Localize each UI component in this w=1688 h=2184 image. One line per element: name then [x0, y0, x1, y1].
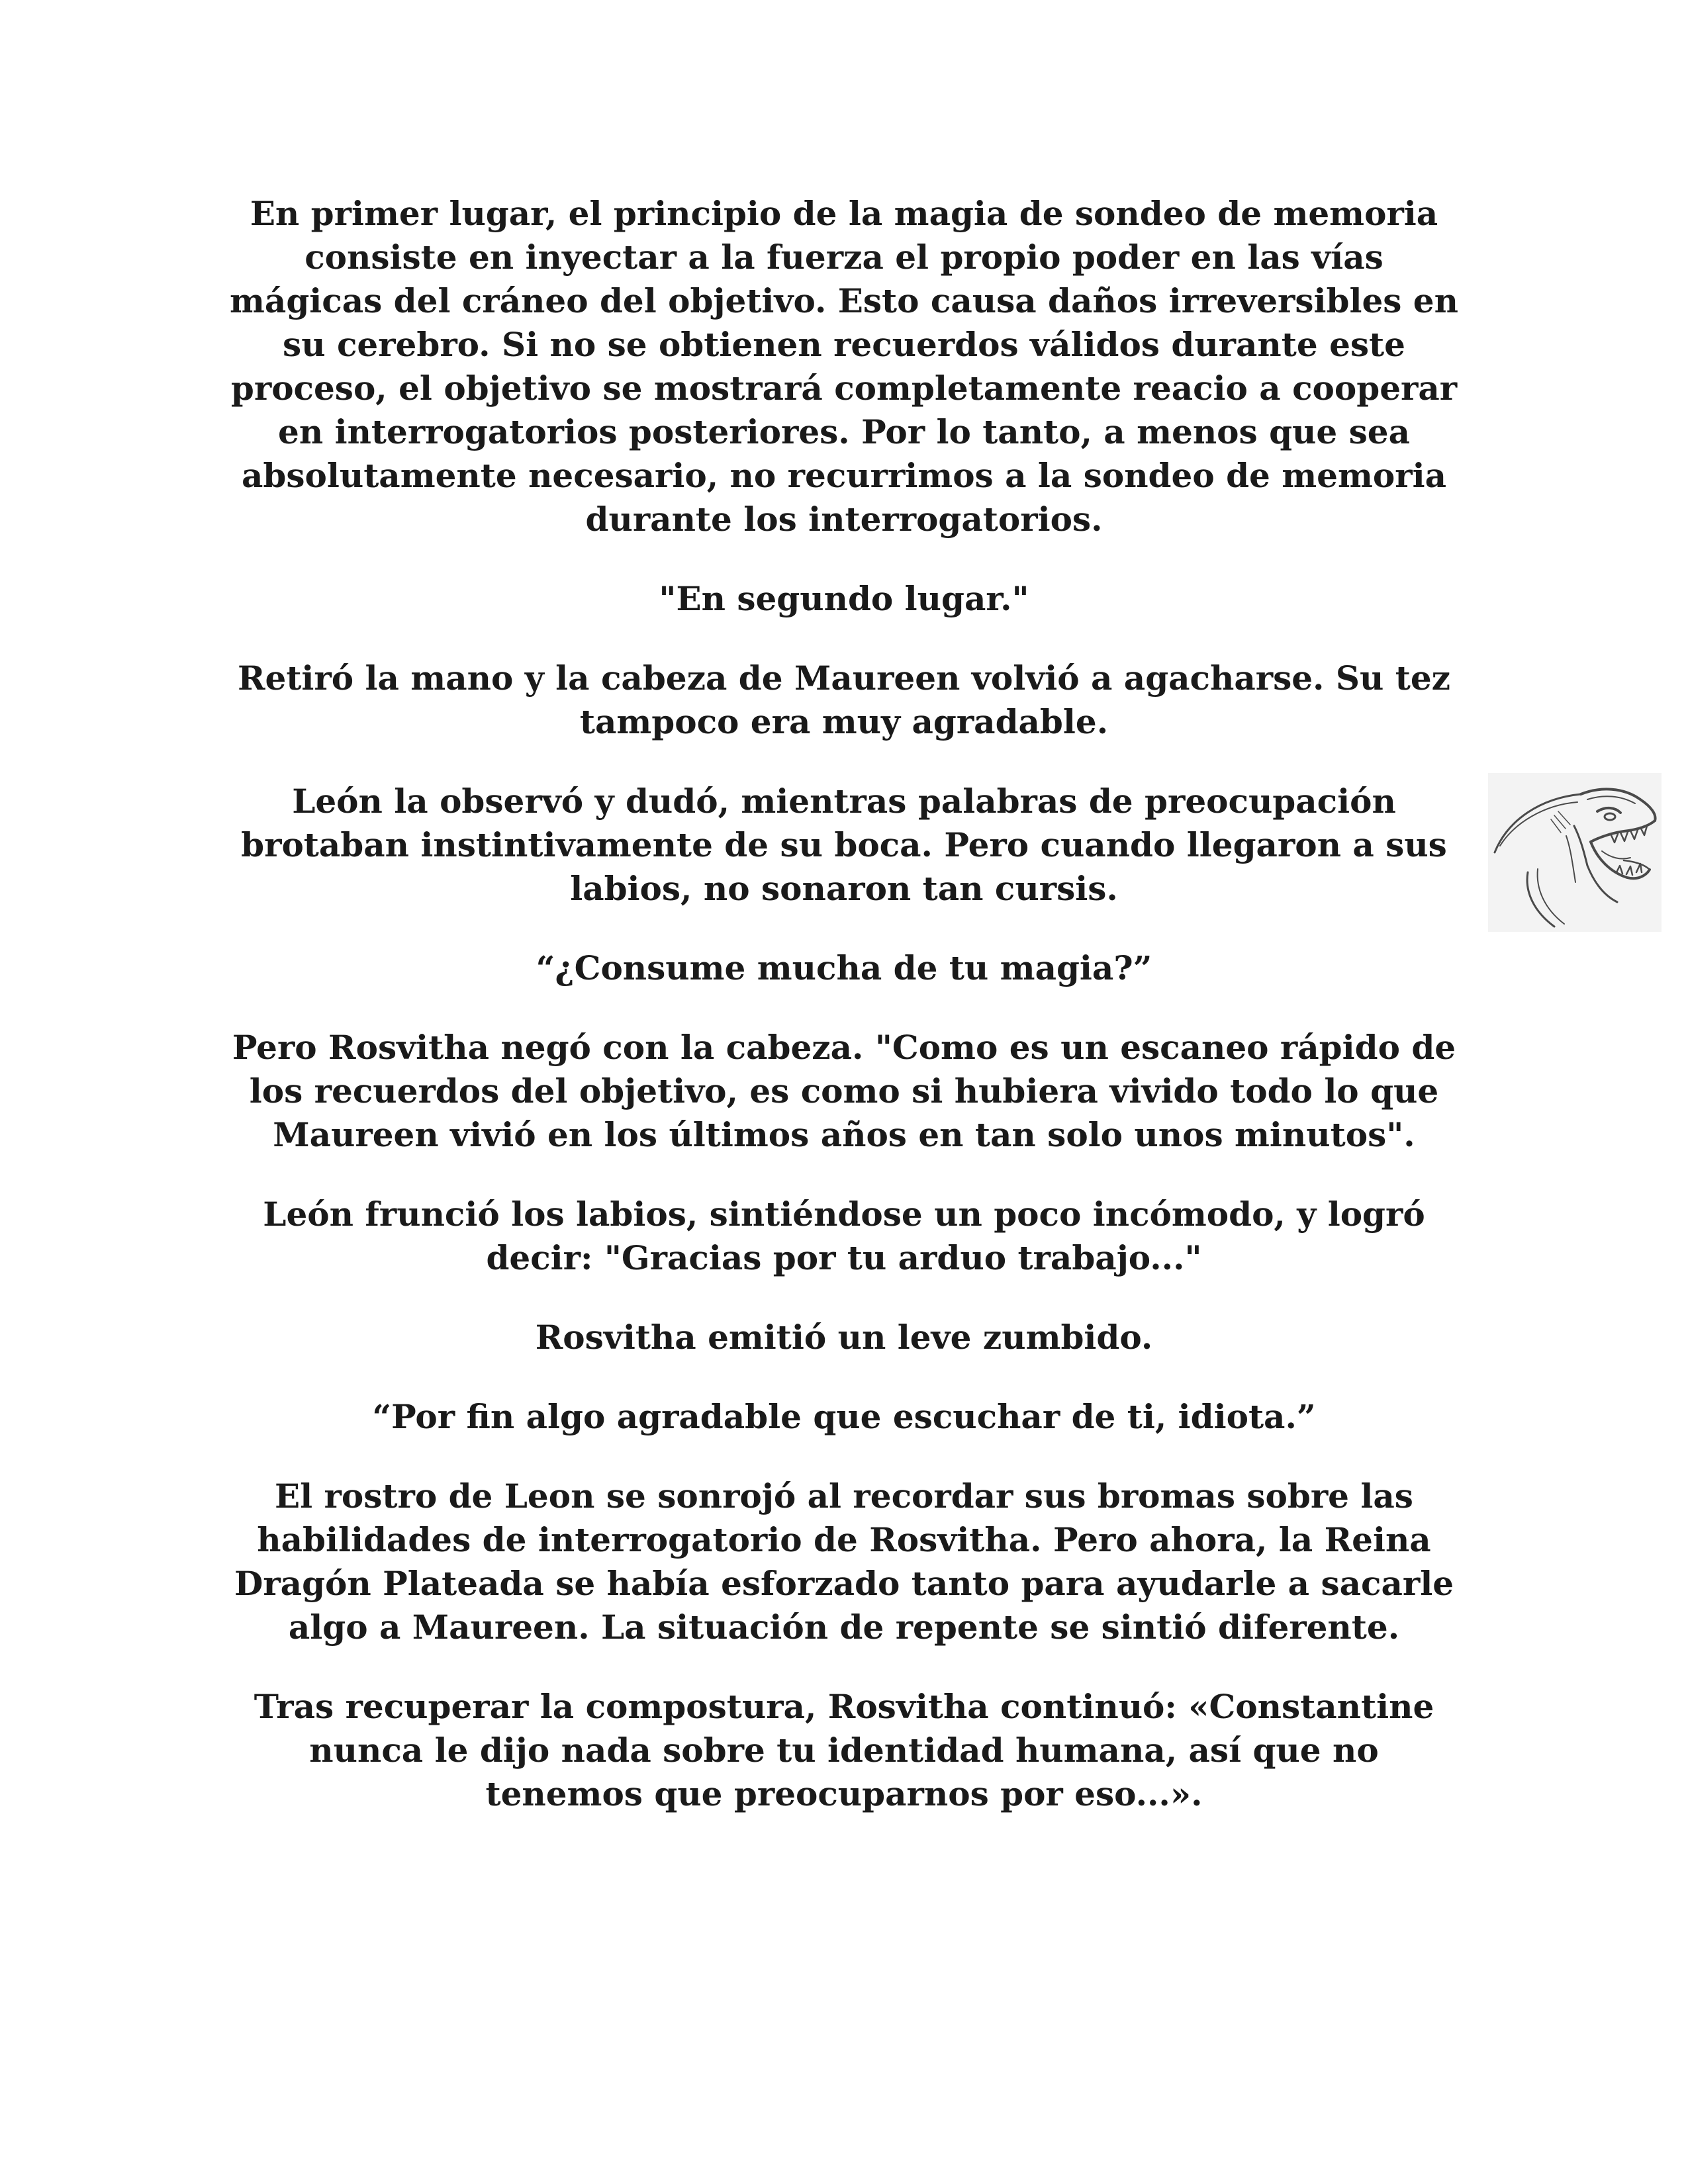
- paragraph: Pero Rosvitha negó con la cabeza. "Como es un escaneo rápido de los recuerdos del objetivo, es como si hubiera vivido todo lo que Maureen vivió en los últimos años en tan solo unos minutos".: [232, 1028, 1456, 1154]
- paragraph: En primer lugar, el principio de la magia de sondeo de memoria consiste en inyectar a la fuerza el propio poder en las vías mágicas del cráneo del objetivo. Esto causa daños irreversibles en su cerebro. Si no se obtienen recuerdos válidos durante este proceso, el objetivo se mostrará completamente reacio a cooperar en interrogatorios posteriores. Por lo tanto, a menos que sea absolutamente necesario, no recurrimos a la sondeo de memoria durante los interrogatorios.: [230, 194, 1458, 539]
- paragraph: Retiró la mano y la cabeza de Maureen volvió a agacharse. Su tez tampoco era muy agradable.: [237, 659, 1451, 741]
- paragraph: "En segundo lugar.": [659, 579, 1029, 618]
- paragraph: “¿Consume mucha de tu magia?”: [536, 948, 1152, 987]
- paragraph: León la observó y dudó, mientras palabras de preocupación brotaban instintivamente de su boca. Pero cuando llegaron a sus labios, no sonaron tan cursis.: [241, 782, 1447, 908]
- paragraph: “Por fin algo agradable que escuchar de ti, idiota.”: [372, 1397, 1316, 1436]
- paragraph: Rosvitha emitió un leve zumbido.: [535, 1318, 1153, 1357]
- paragraph: Tras recuperar la compostura, Rosvitha continuó: «Constantine nunca le dijo nada sobre tu identidad humana, así que no tenemos que preocuparnos por eso...».: [254, 1687, 1434, 1813]
- paragraph: León frunció los labios, sintiéndose un poco incómodo, y logró decir: "Gracias por tu arduo trabajo...": [263, 1195, 1425, 1277]
- dinosaur-head-icon: [1488, 773, 1662, 932]
- story-text: [225, 192, 1463, 1852]
- paragraph: El rostro de Leon se sonrojó al recordar sus bromas sobre las habilidades de interrogatorio de Rosvitha. Pero ahora, la Reina Dragón Plateada se había esforzado tanto para ayudarle a sacarle algo a Maureen. La situación de repente se sintió diferente.: [234, 1477, 1454, 1647]
